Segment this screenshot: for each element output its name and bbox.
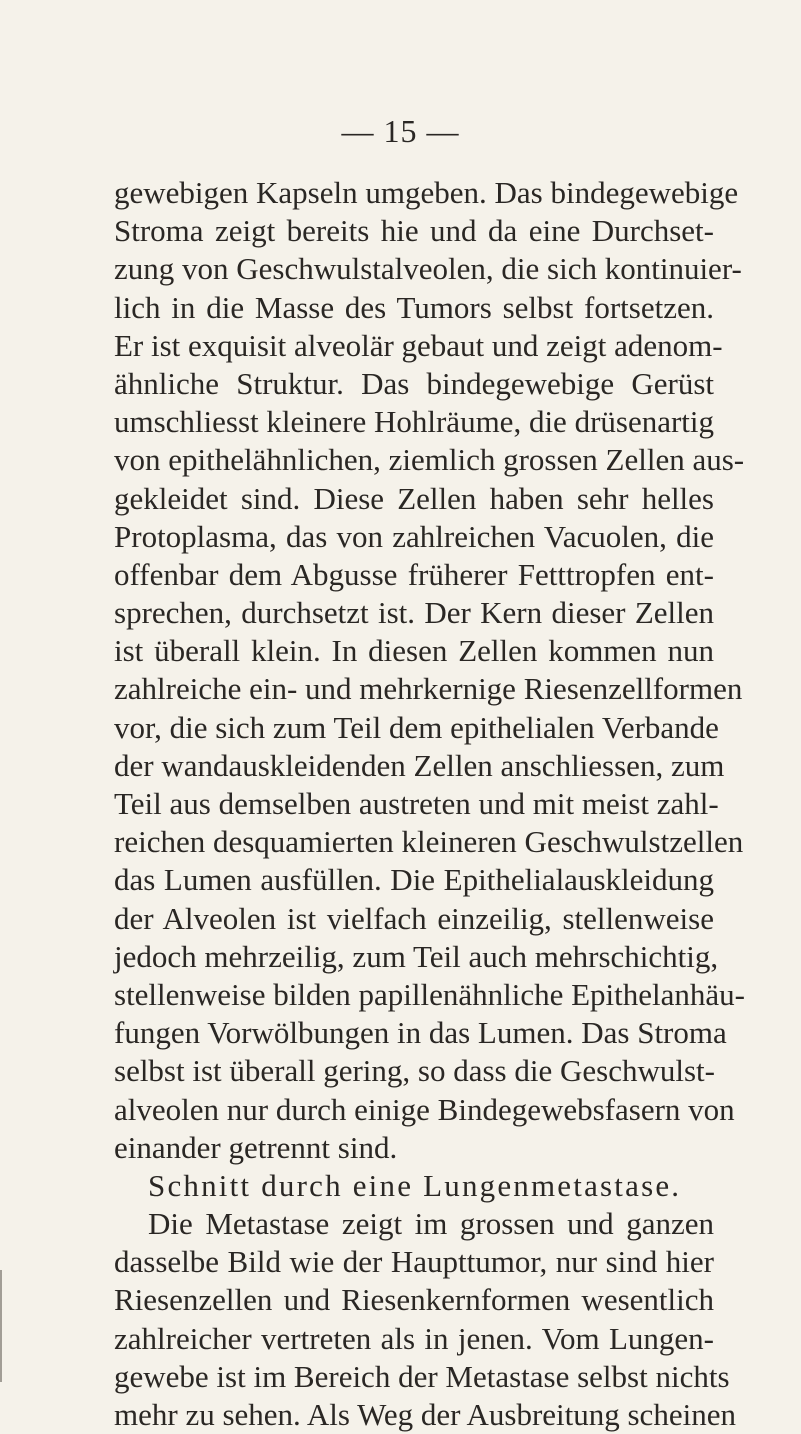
text-line: der wandauskleidenden Zellen anschliessen, zum [114,747,725,783]
text-line: Die Metastase zeigt im grossen und ganzen [148,1206,714,1242]
text-line: dasselbe Bild wie der Haupttumor, nur sind hier [114,1244,714,1280]
text-line: das Lumen ausfüllen. Die Epithelialauskleidung [114,862,714,898]
text-line: sprechen, durchsetzt ist. Der Kern dieser Zellen [114,595,714,631]
text-line: gekleidet sind. Diese Zellen haben sehr helles [114,480,714,516]
text-line: einander getrennt sind. [114,1129,398,1165]
text-line: gewebe ist im Bereich der Metastase selbst nichts [114,1358,730,1394]
text-line: lich in die Masse des Tumors selbst fortsetzen. [114,289,714,325]
text-line: alveolen nur durch einige Bindegewebsfasern von [114,1091,735,1127]
page-number: — 15 — [341,113,460,149]
text-line: fungen Vorwölbungen in das Lumen. Das Stroma [114,1015,727,1051]
text-line: selbst ist überall gering, so dass die Geschwulst- [114,1053,715,1089]
text-line: stellenweise bilden papillenähnliche Epithelanhäu- [114,976,745,1012]
text-line: Riesenzellen und Riesenkernformen wesentlich [114,1282,714,1318]
text-line: ähnliche Struktur. Das bindegewebige Gerüst [114,365,714,401]
text-line: von epithelähnlichen, ziemlich grossen Zellen aus- [114,442,745,478]
text-line: Teil aus demselben austreten und mit meist zahl- [114,786,719,821]
text-line: Protoplasma, das von zahlreichen Vacuolen, die [114,518,714,554]
text-line: Er ist exquisit alveolär gebaut und zeigt adenom- [114,327,723,363]
text-line: reichen desquamierten kleineren Geschwulstzellen [114,824,744,860]
text-line: zahlreiche ein- und mehrkernige Riesenzellformen [114,671,743,707]
text-line: der Alveolen ist vielfach einzeilig, stellenweise [114,900,714,936]
text-line: zahlreicher vertreten als in jenen. Vom Lungen- [114,1320,714,1356]
page-edge-shadow [0,1270,2,1382]
text-line: jedoch mehrzeilig, zum Teil auch mehrschichtig, [114,938,719,974]
text-line: mehr zu sehen. Als Weg der Ausbreitung scheinen [114,1397,736,1432]
text-line: Stroma zeigt bereits hie und da eine Durchset- [114,213,714,249]
text-line: umschliesst kleinere Hohlräume, die drüsenartig [114,404,715,440]
body-text [114,174,745,1434]
section-heading: Schnitt durch eine Lungenmetastase. [148,1167,682,1203]
text-line: offenbar dem Abgusse früherer Fetttropfen ent- [114,556,714,592]
text-line: ist überall klein. In diesen Zellen kommen nun [114,633,714,669]
text-line: gewebigen Kapseln umgeben. Das bindegewebige [114,175,739,210]
text-line: vor, die sich zum Teil dem epithelialen Verbande [114,709,719,745]
text-line: zung von Geschwulstalveolen, die sich kontinuier- [114,251,742,287]
